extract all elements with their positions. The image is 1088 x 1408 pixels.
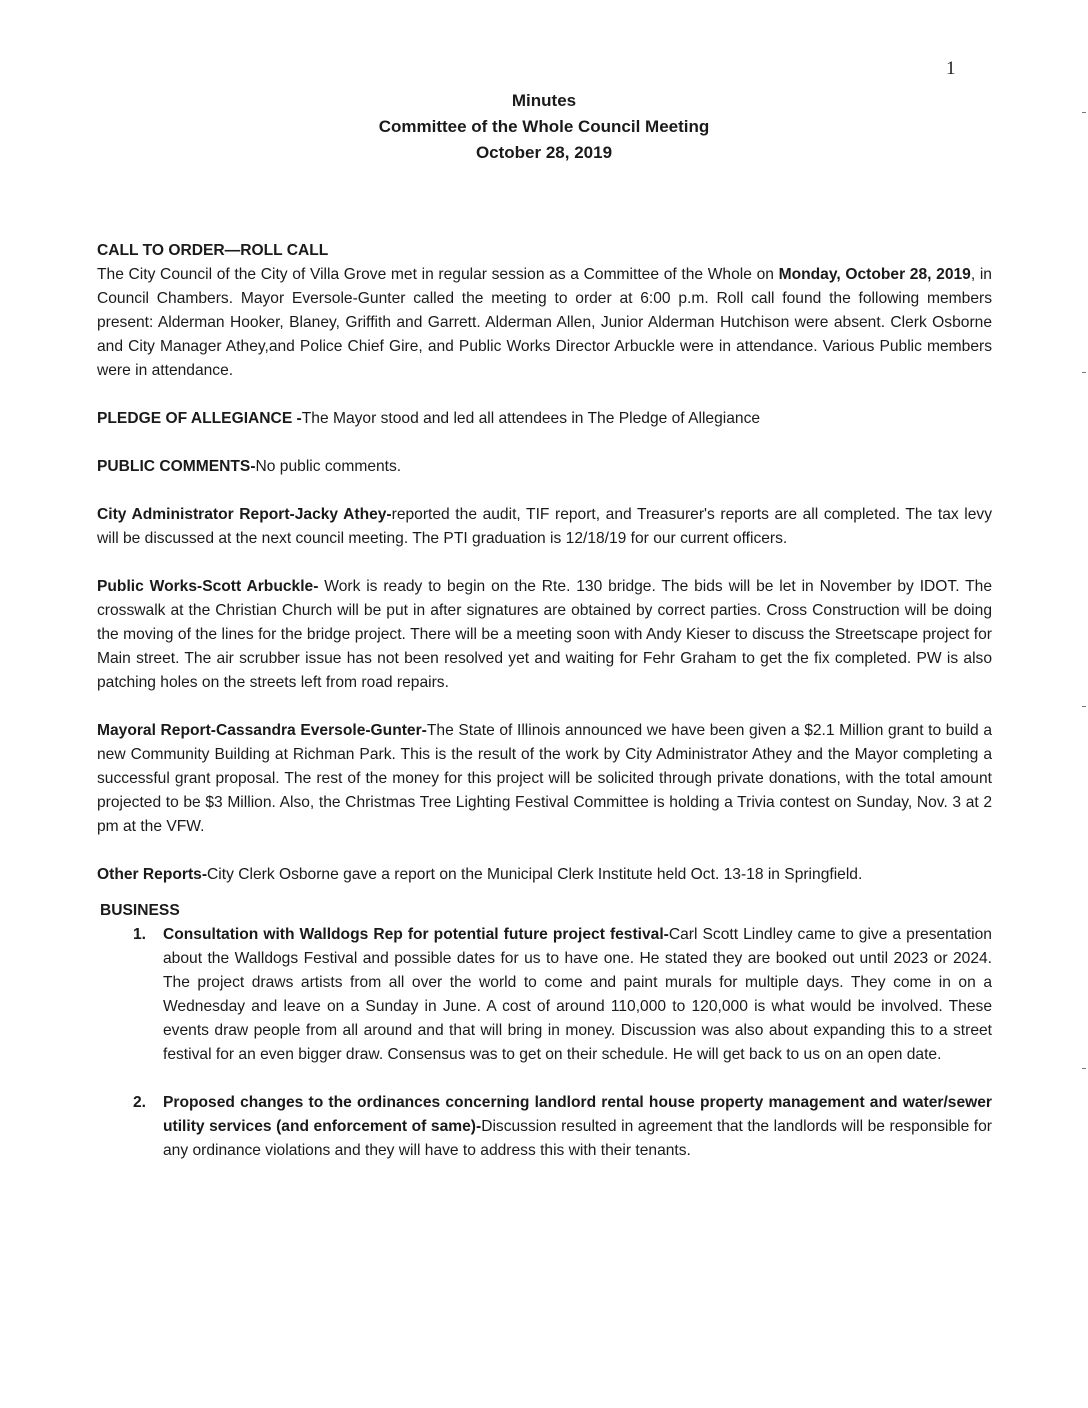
header-meeting-name: Committee of the Whole Council Meeting xyxy=(378,117,710,136)
section-business xyxy=(97,899,992,1163)
business-item xyxy=(97,1091,992,1163)
business-item-title: Consultation with Walldogs Rep for potential future project festival- xyxy=(163,926,669,943)
city-admin-report-text: reported the audit, TIF report, and Treasurer's reports are all completed. The tax levy will be discussed at the next council meeting. The PTI graduation is 12/18/19 for our current officers. xyxy=(97,506,992,547)
document-header xyxy=(0,88,1088,166)
public-comments-text: No public comments. xyxy=(255,458,402,475)
header-meeting-date: October 28, 2019 xyxy=(475,143,613,162)
public-works-heading: Public Works-Scott Arbuckle- xyxy=(97,578,319,595)
business-list xyxy=(97,923,992,1163)
call-to-order-text-2: , in Council Chambers. Mayor Eversole-Gunter called the meeting to order at 6:00 p.m. Roll call found the following members present: Alderman Hooker, Blaney, Griffith and Garrett. Alderman Allen, Junior Alderman Hutchison were absent. Clerk Osborne and City Manager Athey,and Police Chief Gire, and Public Works Director Arbuckle were in attendance. Various Public members were in attendance. xyxy=(97,266,992,379)
business-item-text: Carl Scott Lindley came to give a presentation about the Walldogs Festival and possible dates for us to have one. He stated they are booked out until 2023 or 2024. The project draws artists from all over the world to come and paint murals for multiple days. They come in on a Wednesday and leave on a Sunday in June. A cost of around 110,000 to 120,000 is what would be involved. These events draw people from all around and that will bring in money. Discussion was also about expanding this to a street festival for an even bigger draw. Consensus was to get on their schedule. He will get back to us on an open date. xyxy=(163,926,992,1063)
scan-margin-mark xyxy=(1082,1068,1086,1069)
city-admin-report-heading: City Administrator Report-Jacky Athey- xyxy=(97,506,392,523)
business-item-number: 1. xyxy=(133,926,147,943)
mayoral-report-text: The State of Illinois announced we have been given a $2.1 Million grant to build a new Community Building at Richman Park. This is the result of the work by City Administrator Athey and the Mayor completing a successful grant proposal. The rest of the money for this project will be solicited through private donations, with the total amount projected to be $3 Million. Also, the Christmas Tree Lighting Festival Committee is holding a Trivia contest on Sunday, Nov. 3 at 2 pm at the VFW. xyxy=(97,722,993,835)
public-works-text: Work is ready to begin on the Rte. 130 bridge. The bids will be let in November by IDOT. The crosswalk at the Christian Church will be put in after signatures are obtained by correct parties. Cross Construction will be doing the moving of the lines for the bridge project. There will be a meeting soon with Andy Kieser to discuss the Streetscape project for Main street. The air scrubber issue has not been resolved yet and waiting for Fehr Graham to get the fix completed. PW is also patching holes on the streets left from road repairs. xyxy=(97,578,992,691)
header-title: Minutes xyxy=(511,91,577,110)
section-public-works xyxy=(97,575,992,695)
call-to-order-text-1: The City Council of the City of Villa Grove met in regular session as a Committee of the Whole on xyxy=(97,266,779,283)
section-other-reports xyxy=(97,863,992,887)
section-public-comments xyxy=(97,455,992,479)
call-to-order-date: Monday, October 28, 2019 xyxy=(778,266,971,283)
business-item-title: Proposed changes to the ordinances concerning landlord rental house property management and water/sewer utility services (and enforcement of same)- xyxy=(163,1094,992,1135)
minutes-body xyxy=(97,239,992,1187)
section-city-admin-report xyxy=(97,503,992,551)
pledge-text: The Mayor stood and led all attendees in The Pledge of Allegiance xyxy=(301,410,761,427)
call-to-order-heading: CALL TO ORDER—ROLL CALL xyxy=(97,242,329,259)
page-number: 1 xyxy=(946,58,956,79)
other-reports-text: City Clerk Osborne gave a report on the Municipal Clerk Institute held Oct. 13-18 in Springfield. xyxy=(207,866,863,883)
scan-margin-mark xyxy=(1082,112,1086,113)
pledge-heading: PLEDGE OF ALLEGIANCE - xyxy=(97,410,302,427)
section-mayoral-report xyxy=(97,719,992,839)
scan-margin-mark xyxy=(1082,372,1086,373)
business-heading: BUSINESS xyxy=(100,902,180,919)
public-comments-heading: PUBLIC COMMENTS- xyxy=(97,458,256,475)
business-item-text: Discussion resulted in agreement that the landlords will be responsible for any ordinance violations and they will have to address this with their tenants. xyxy=(163,1118,992,1159)
mayoral-report-heading: Mayoral Report-Cassandra Eversole-Gunter- xyxy=(97,722,427,739)
section-call-to-order xyxy=(97,239,992,383)
business-item xyxy=(97,923,992,1067)
business-item-number: 2. xyxy=(133,1094,147,1111)
section-pledge xyxy=(97,407,992,431)
other-reports-heading: Other Reports- xyxy=(97,866,208,883)
scan-margin-mark xyxy=(1082,706,1086,707)
